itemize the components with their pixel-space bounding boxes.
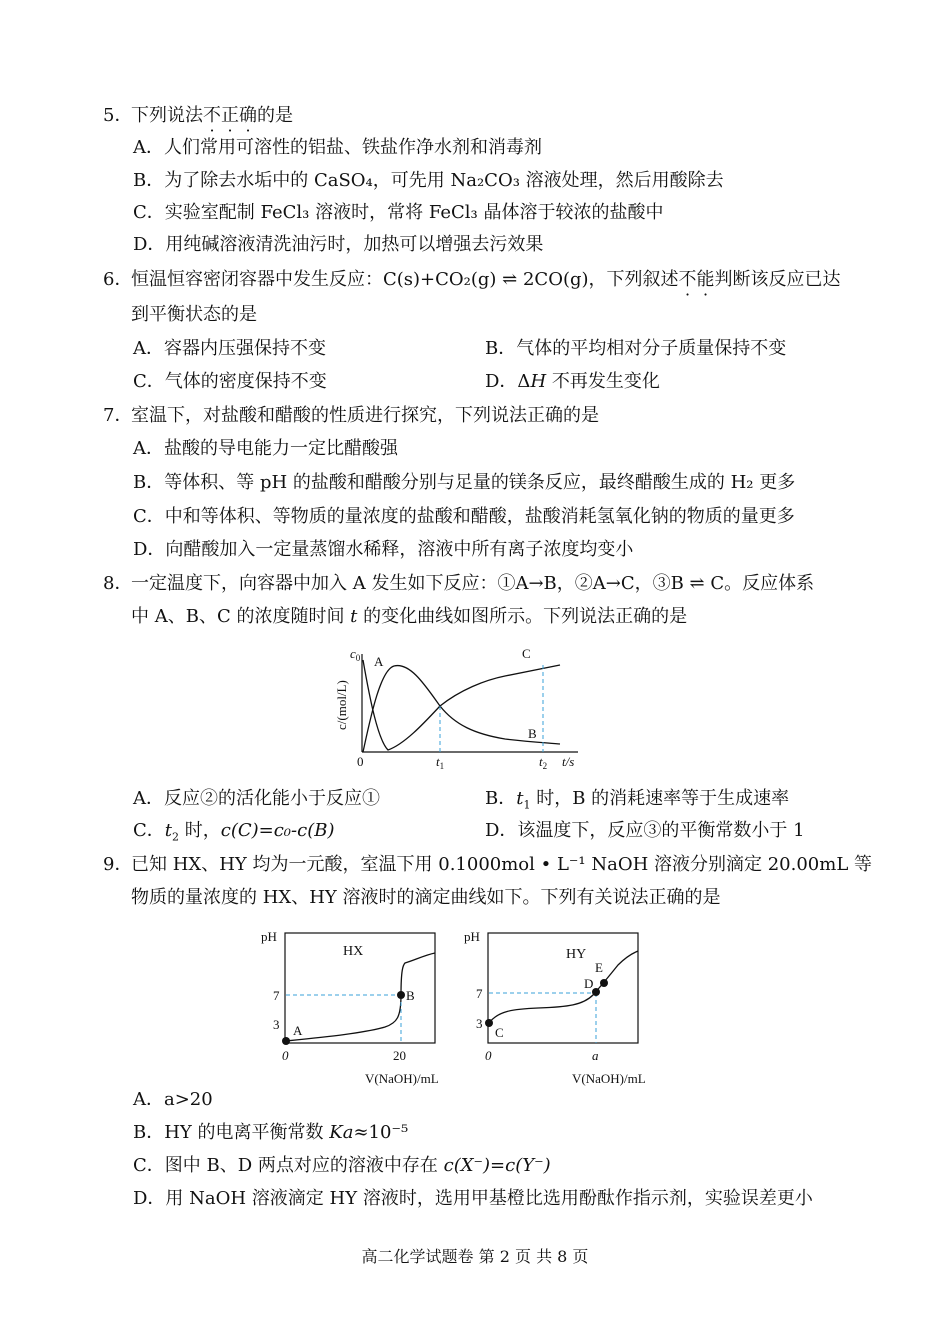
q9-hy-label-c: C: [495, 1025, 504, 1040]
q9-hx-point-b: [397, 991, 405, 999]
q8-x-axis-label: t/s: [562, 754, 575, 769]
q8-option-b: B．$t_1$ 时，B 的消耗速率等于生成速率: [485, 788, 790, 812]
q7-option-a: A．盐酸的导电能力一定比醋酸强: [133, 438, 398, 459]
q7-stem: 7．室温下，对盐酸和醋酸的性质进行探究，下列说法正确的是: [103, 405, 599, 426]
q7-option-c: C．中和等体积、等物质的量浓度的盐酸和醋酸，盐酸消耗氢氧化钠的物质的量更多: [133, 506, 795, 527]
q8-stem: 8．一定温度下，向容器中加入 A 发生如下反应：①A→B，②A→C，③B ⇌ C。反应体系: [103, 573, 815, 594]
q9-hy-point-c: [485, 1019, 493, 1027]
q6-option-c: C．气体的密度保持不变: [133, 371, 327, 392]
q8-label-a: A: [374, 654, 384, 669]
q9-hy-label-e: E: [595, 960, 603, 975]
q9-hx-y-label: pH: [261, 929, 277, 944]
q8-y-axis-label: c/(mol/L): [334, 680, 349, 730]
q5-option-b: B．为了除去水垢中的 CaSO₄，可先用 Na₂CO₃ 溶液处理，然后用酸除去: [133, 170, 724, 191]
q9-hx-x20: 20: [393, 1048, 406, 1063]
q9-hy-point-e: [600, 979, 608, 987]
q9-stem-line2: 物质的量浓度的 HX、HY 溶液时的滴定曲线如下。下列有关说法正确的是: [131, 887, 721, 908]
q9-hx-label-b: B: [406, 988, 415, 1003]
q7-option-d: D．向醋酸加入一定量蒸馏水稀释，溶液中所有离子浓度均变小: [133, 539, 634, 560]
q9-hy-label-d: D: [584, 976, 594, 991]
q9-hx-y7: 7: [273, 988, 280, 1003]
q8-option-c: C．$t_2$ 时，c(C)=c₀-c(B): [133, 820, 335, 844]
q9-hx-label-a: A: [293, 1023, 303, 1038]
q9-hy-y3: 3: [476, 1016, 483, 1031]
q6-option-d: D．ΔH 不再发生变化: [485, 371, 660, 392]
q8-origin: 0: [357, 754, 364, 769]
q9-hy-xa: a: [592, 1048, 599, 1063]
q8-stem-line2: 中 A、B、C 的浓度随时间 t 的变化曲线如图所示。下列说法正确的是: [131, 606, 688, 627]
q9-hy-title: HY: [566, 947, 587, 962]
q8-label-b: B: [528, 726, 537, 741]
q7-option-b: B．等体积、等 pH 的盐酸和醋酸分别与足量的镁条反应，最终醋酸生成的 H₂ 更多: [133, 472, 796, 493]
q9-option-b: B．HY 的电离平衡常数 Ka≈10⁻⁵: [133, 1122, 409, 1143]
q9-stem: 9．已知 HX、HY 均为一元酸，室温下用 0.1000mol • L⁻¹ NaOH 溶液分别滴定 20.00mL 等: [103, 854, 873, 875]
q9-hx-graph: [255, 925, 455, 1090]
q8-t1-label: $t_1$: [436, 754, 445, 771]
q6-stem-line2: 到平衡状态的是: [131, 304, 257, 325]
q9-option-a: A．a>20: [133, 1089, 213, 1110]
page-footer: 高二化学试题卷 第 2 页 共 8 页: [361, 1247, 589, 1266]
q9-hy-origin: 0: [485, 1048, 492, 1063]
q6-option-a: A．容器内压强保持不变: [133, 338, 326, 359]
q5-stem: 5．下列说法不正确的是: [103, 105, 293, 126]
q9-hx-origin: 0: [282, 1048, 289, 1063]
q9-hx-point-a: [282, 1037, 290, 1045]
q8-label-c: C: [522, 646, 531, 661]
q9-hy-y7: 7: [476, 986, 483, 1001]
q8-concentration-graph: [330, 640, 590, 775]
q9-option-c: C．图中 B、D 两点对应的溶液中存在 c(X⁻)=c(Y⁻): [133, 1155, 551, 1176]
q9-hy-y-label: pH: [464, 929, 480, 944]
q6-option-b: B．气体的平均相对分子质量保持不变: [485, 338, 787, 359]
q5-option-d: D．用纯碱溶液清洗油污时，加热可以增强去污效果: [133, 234, 544, 255]
q9-hy-x-label: V(NaOH)/mL: [572, 1071, 646, 1086]
q9-hx-x-label: V(NaOH)/mL: [365, 1071, 439, 1086]
q9-hy-graph: [458, 925, 668, 1090]
q8-option-a: A．反应②的活化能小于反应①: [133, 788, 380, 809]
q8-y-top-label: $c_0$: [350, 646, 361, 663]
q8-option-d: D．该温度下，反应③的平衡常数小于 1: [485, 820, 805, 841]
q8-t2-label: $t_2$: [539, 754, 548, 771]
q9-hy-curve: [489, 951, 638, 1023]
q9-hx-y3: 3: [273, 1017, 280, 1032]
q9-hx-title: HX: [343, 944, 364, 959]
q9-hy-frame: [488, 933, 638, 1043]
q6-stem: 6．恒温恒容密闭容器中发生反应：C(s)+CO₂(g) ⇌ 2CO(g)，下列叙述不能判断该反应已达: [103, 269, 841, 290]
q5-option-c: C．实验室配制 FeCl₃ 溶液时，常将 FeCl₃ 晶体溶于较浓的盐酸中: [133, 202, 664, 223]
q9-option-d: D．用 NaOH 溶液滴定 HY 溶液时，选用甲基橙比选用酚酞作指示剂，实验误差更小: [133, 1188, 813, 1209]
q5-option-a: A．人们常用可溶性的铝盐、铁盐作净水剂和消毒剂: [133, 137, 542, 158]
